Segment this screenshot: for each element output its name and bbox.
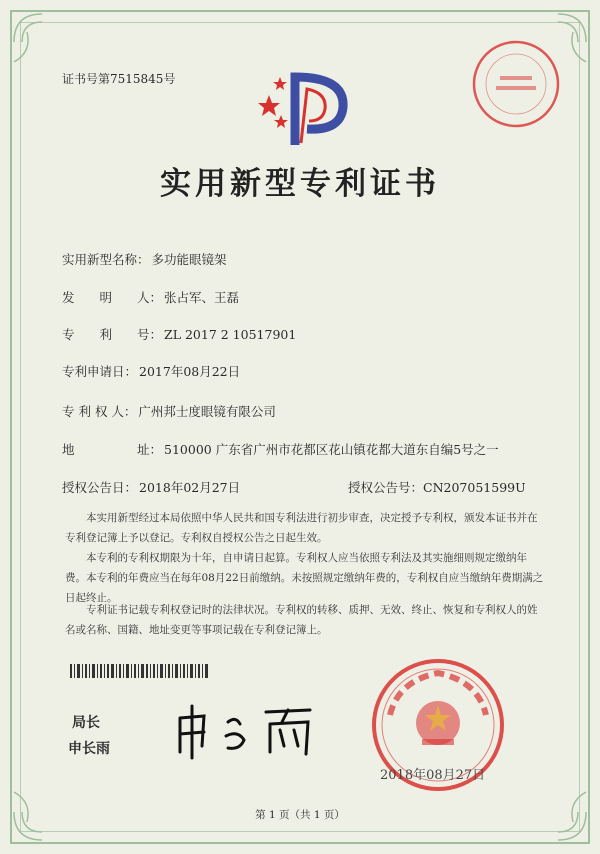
corner-ornament-icon xyxy=(12,12,72,72)
filing-date-row xyxy=(62,362,240,380)
official-stamp-icon xyxy=(470,38,562,130)
patent-office-logo-icon xyxy=(255,65,355,155)
signatory-name: 申长雨 xyxy=(68,741,110,757)
paragraph-record: 专利证书记载专利权登记时的法律状况。专利权的转移、质押、无效、终止、恢复和专利权人的姓名或名称、国籍、地址变更等事项记载在专利登记簿上。 xyxy=(65,604,538,636)
utility-model-name-row xyxy=(62,250,227,268)
field-value: 2017年08月22日 xyxy=(139,364,241,379)
barcode-icon xyxy=(70,664,210,678)
field-value: 张占军、王磊 xyxy=(164,290,240,305)
inventor-row xyxy=(62,288,239,306)
field-label: 专利申请日： xyxy=(62,364,138,379)
field-label: 授权公告日： xyxy=(62,480,138,495)
field-value: 510000 广东省广州市花都区花山镇花都大道东自编5号之一 xyxy=(164,442,499,457)
patentee-row xyxy=(62,402,276,420)
field-label: 专 利 号： xyxy=(62,327,163,342)
field-value: CN207051599U xyxy=(423,480,526,495)
field-value: ZL 2017 2 10517901 xyxy=(164,327,297,342)
field-label: 授权公告号： xyxy=(348,480,424,495)
patent-number-row xyxy=(62,325,296,343)
signatory-title: 局长 xyxy=(72,715,100,731)
grant-date-row xyxy=(62,478,240,496)
paragraph-term: 本专利的专利权期限为十年，自申请日起算。专利权人应当依照专利法及其实施细则规定缴纳年费。本专利的年费应当在每年08月22日前缴纳。未按照规定缴纳年费的，专利权自应当缴纳年费期满之日起终止。 xyxy=(65,552,544,604)
field-label: 发 明 人： xyxy=(62,290,163,305)
handwritten-signature-icon xyxy=(170,700,320,760)
paragraph-grant: 本实用新型经过本局依照中华人民共和国专利法进行初步审查，决定授予专利权，颁发本证书并在专利登记簿上予以登记。专利权自授权公告之日起生效。 xyxy=(65,512,538,544)
page-number: 第 1 页（共 1 页） xyxy=(255,809,345,821)
field-value: 广州邦士度眼镜有限公司 xyxy=(138,404,276,419)
address-row xyxy=(62,440,499,458)
field-label: 专 利 权 人： xyxy=(62,404,137,419)
certificate-title: 实用新型专利证书 xyxy=(160,166,440,202)
seal-date: 2018年08月27日 xyxy=(380,768,486,783)
certificate-number: 证书号第7515845号 xyxy=(62,72,176,86)
grant-number-row xyxy=(348,478,526,496)
field-value: 2018年02月27日 xyxy=(139,480,241,495)
field-value: 多功能眼镜架 xyxy=(151,252,227,267)
field-label: 地 址： xyxy=(62,442,163,457)
field-label: 实用新型名称： xyxy=(62,252,150,267)
